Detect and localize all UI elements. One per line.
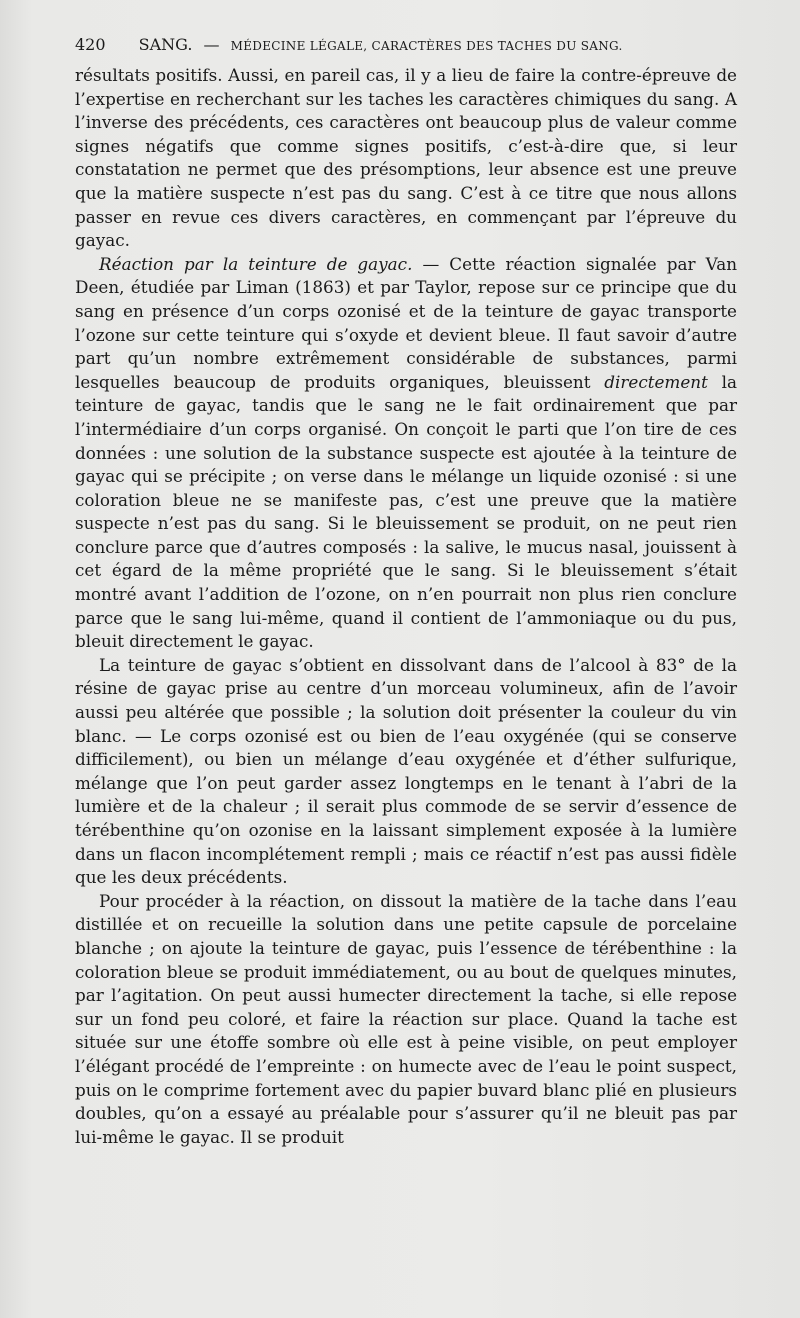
section-heading-gayac: Réaction par la teinture de gayac. xyxy=(99,253,413,274)
body-text xyxy=(75,64,737,1149)
page-number: 420 xyxy=(75,35,106,54)
running-head-subtitle: MÉDECINE LÉGALE, CARACTÈRES DES TACHES DU SANG. xyxy=(230,39,623,53)
emphasis-directement: directement xyxy=(604,371,708,392)
running-head-dash: — xyxy=(203,35,220,54)
paragraph-1: résultats positifs. Aussi, en pareil cas, il y a lieu de faire la contre-épreuve de l’expertise en recherchant sur les taches les caractères chimiques du sang. A l’inverse des précédents, ces caractères ont beaucoup plus de valeur comme signes négatifs que comme signes positifs, c’est-à-dire que, si leur constatation ne permet que des présomptions, leur absence est une preuve que la matière suspecte n’est pas du sang. C’est à ce titre que nous allons passer en revue ces divers caractères, en commençant par l’épreuve du gayac. xyxy=(75,65,737,251)
paragraph-2-text-b: la teinture de gayac, tandis que le sang ne le fait ordinairement que par l’intermédiaire d’un corps organisé. On conçoit le parti que l’on tire de ces données : une solution de la substance suspecte est ajoutée à la teinture de gayac qui se précipite ; on verse dans le mélange un liquide ozonisé : si une coloration bleue ne se manifeste pas, c’est une preuve que la matière suspecte n’est pas du sang. Si le bleuissement se produit, on ne peut rien conclure parce que d’autres composés : la salive, le mucus nasal, jouissent à cet égard de la même propriété que le sang. Si le bleuissement s’était montré avant l’addition de l’ozone, on n’en pourrait non plus rien conclure parce que le sang lui-même, quand il contient de l’ammoniaque ou du pus, bleuit directement le gayac. xyxy=(75,371,737,652)
running-head xyxy=(75,34,745,57)
paragraph-2 xyxy=(75,253,737,654)
paragraph-3: La teinture de gayac s’obtient en dissolvant dans de l’alcool à 83° de la résine de gayac prise au centre d’un morceau volumineux, afin de l’avoir aussi peu altérée que possible ; la solution doit présenter la couleur du vin blanc. — Le corps ozonisé est ou bien de l’eau oxygénée (qui se conserve difficilement), ou bien un mélange d’eau oxygénée et d’éther sulfurique, mélange que l’on peut garder assez longtemps en le tenant à l’abri de la lumière et de la chaleur ; il serait plus commode de se servir d’essence de térébenthine qu’on ozonise en la laissant simplement exposée à la lumière dans un flacon incomplétement rempli ; mais ce réactif n’est pas aussi fidèle que les deux précédents. xyxy=(75,654,737,888)
paragraph-4: Pour procéder à la réaction, on dissout la matière de la tache dans l’eau distillée et on recueille la solution dans une petite capsule de porcelaine blanche ; on ajoute la teinture de gayac, puis l’essence de térébenthine : la coloration bleue se produit immédiatement, ou au bout de quelques minutes, par l’agitation. On peut aussi humecter directement la tache, si elle repose sur un fond peu coloré, et faire la réaction sur place. Quand la tache est située sur une étoffe sombre où elle est à peine visible, on peut employer l’élégant procédé de l’empreinte : on humecte avec de l’eau le point suspect, puis on le comprime fortement avec du papier buvard blanc plié en plusieurs doubles, qu’on a essayé au préalable pour s’assurer qu’il ne bleuit pas par lui-même le gayac. Il se produit xyxy=(75,890,737,1147)
running-head-title: SANG. xyxy=(138,35,193,54)
paragraph-2-text-a: — Cette réaction signalée par Van Deen, étudiée par Liman (1863) et par Taylor, repose sur ce principe que du sang en présence d’un corps ozonisé et de la teinture de gayac transporte l’ozone sur cette teinture qui s’oxyde et devient bleue. Il faut savoir d’autre part qu’un nombre extrêmement considérable de substances, parmi lesquelles beaucoup de produits organiques, bleuissent xyxy=(75,253,738,392)
